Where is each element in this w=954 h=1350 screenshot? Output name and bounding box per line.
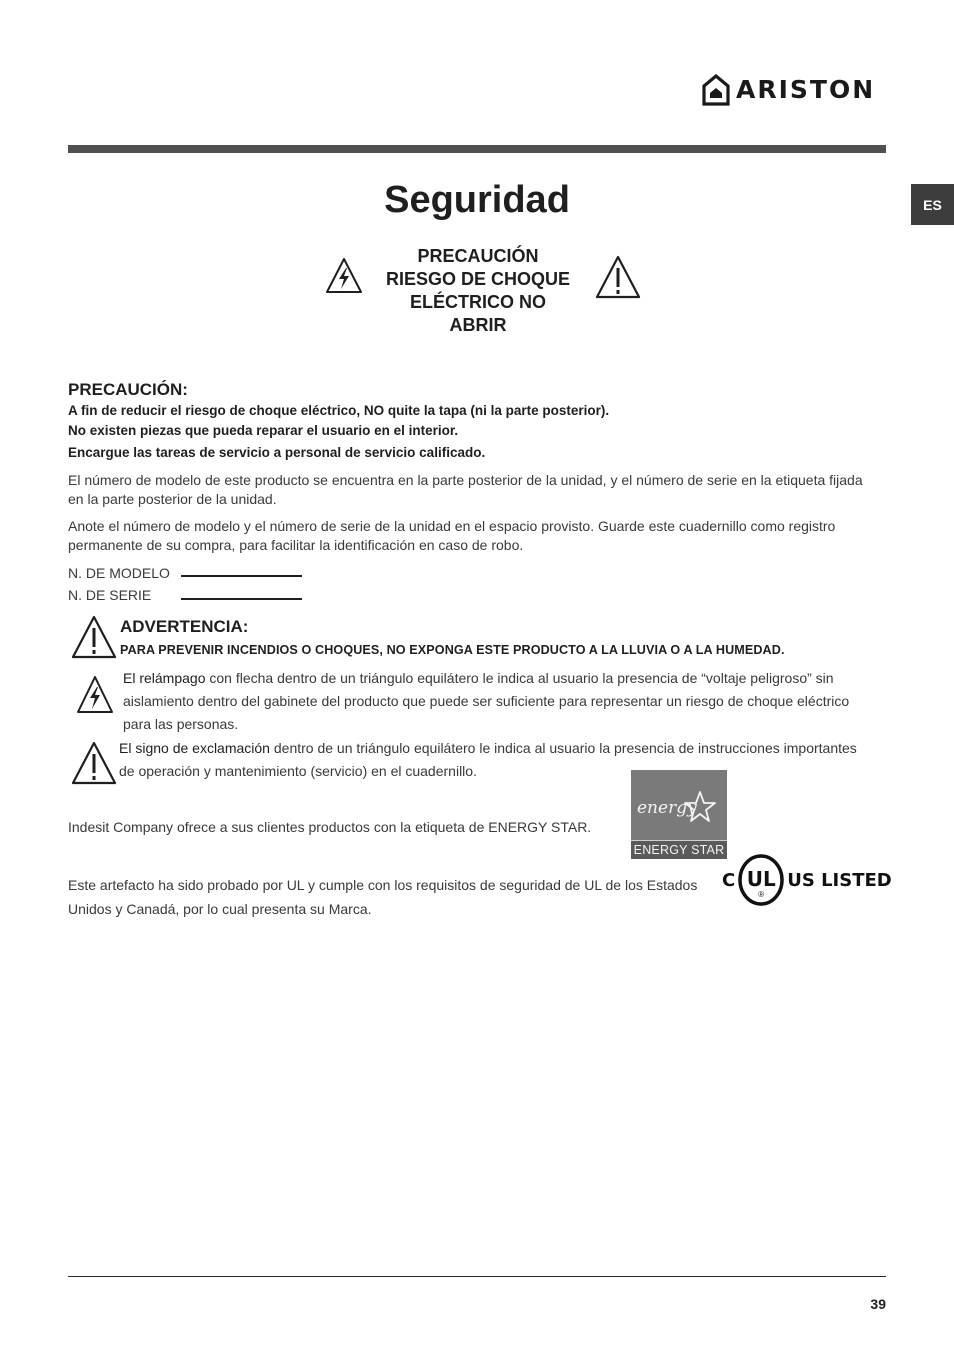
precaucion-line-3: Encargue las tareas de servicio a personal de servicio calificado. xyxy=(68,445,486,460)
brand-logo xyxy=(702,74,875,106)
brand-name: ARISTON xyxy=(736,75,876,104)
ul-c-prefix: C xyxy=(722,869,736,891)
energy-star-label: ENERGY STAR xyxy=(631,840,727,859)
energy-star-word: energy xyxy=(637,798,697,818)
model-number-field[interactable] xyxy=(181,575,302,577)
exclamation-warning-icon xyxy=(70,614,118,660)
exclamation-warning-icon xyxy=(594,254,642,300)
lightning-warning-icon xyxy=(324,256,364,296)
caution-line-1: PRECAUCIÓN xyxy=(417,246,539,266)
ul-listed-mark xyxy=(722,852,892,908)
advertencia-warning: PARA PREVENIR INCENDIOS O CHOQUES, NO EXPONGA ESTE PRODUCTO A LA LLUVIA O A LA HUMEDAD. xyxy=(120,643,785,657)
exclamation-warning-icon xyxy=(70,740,118,786)
page-title: Seguridad xyxy=(384,179,570,221)
exclamation-term: El signo de exclamación xyxy=(119,740,270,756)
ul-us-listed: US LISTED xyxy=(787,869,892,891)
ul-registered: ® xyxy=(758,890,765,899)
header-bar xyxy=(68,145,886,153)
exclamation-explanation xyxy=(119,737,864,783)
precaucion-line-1: A fin de reducir el riesgo de choque eléctrico, NO quite la tapa (ni la parte posterior). xyxy=(68,403,610,418)
lightning-explanation xyxy=(123,667,868,736)
energy-star-text: Indesit Company ofrece a sus clientes productos con la etiqueta de ENERGY STAR. xyxy=(68,819,592,835)
caution-line-4: ABRIR xyxy=(449,315,507,335)
ul-text: Este artefacto ha sido probado por UL y cumple con los requisitos de seguridad de UL de los Estados Unidos y Canadá, por lo cual presenta su Marca. xyxy=(68,877,698,917)
serial-number-label: N. DE SERIE xyxy=(68,587,152,603)
footer-divider xyxy=(68,1276,886,1277)
energy-star-logo xyxy=(631,770,727,859)
exclamation-text: dentro de un triángulo equilátero le indica al usuario la presencia de instrucciones importantes de operación y mantenimiento (servicio) en el cuadernillo. xyxy=(119,740,857,779)
model-location-paragraph: El número de modelo de este producto se encuentra en la parte posterior de la unidad, y el número de serie en la etiqueta fijada en la parte posterior de la unidad. xyxy=(68,472,863,507)
record-paragraph: Anote el número de modelo y el número de serie de la unidad en el espacio provisto. Guarde este cuadernillo como registro permanente de su compra, para facilitar la identificación en caso de robo. xyxy=(68,518,836,553)
ul-mark: UL xyxy=(746,867,776,891)
caution-line-3: ELÉCTRICO NO xyxy=(409,292,546,312)
house-logo-icon xyxy=(702,74,730,106)
page-number: 39 xyxy=(870,1296,886,1312)
precaucion-heading: PRECAUCIÓN: xyxy=(68,380,188,399)
serial-number-field[interactable] xyxy=(181,598,302,600)
caution-label xyxy=(372,245,584,337)
caution-line-2: RIESGO DE CHOQUE xyxy=(385,269,571,289)
lightning-term: El relámpago xyxy=(123,670,206,686)
language-tab: ES xyxy=(911,184,954,225)
advertencia-heading: ADVERTENCIA: xyxy=(120,617,249,636)
lightning-warning-icon xyxy=(75,674,115,716)
ul-circle-icon xyxy=(737,854,785,906)
precaucion-line-2: No existen piezas que pueda reparar el usuario en el interior. xyxy=(68,423,459,438)
model-number-label: N. DE MODELO xyxy=(68,565,170,581)
lightning-text: con flecha dentro de un triángulo equilátero le indica al usuario la presencia de “voltaje peligroso” sin aislamiento dentro del gabinete del producto que puede ser suficiente para representar un riesgo de choque eléctrico para las personas. xyxy=(123,670,850,732)
